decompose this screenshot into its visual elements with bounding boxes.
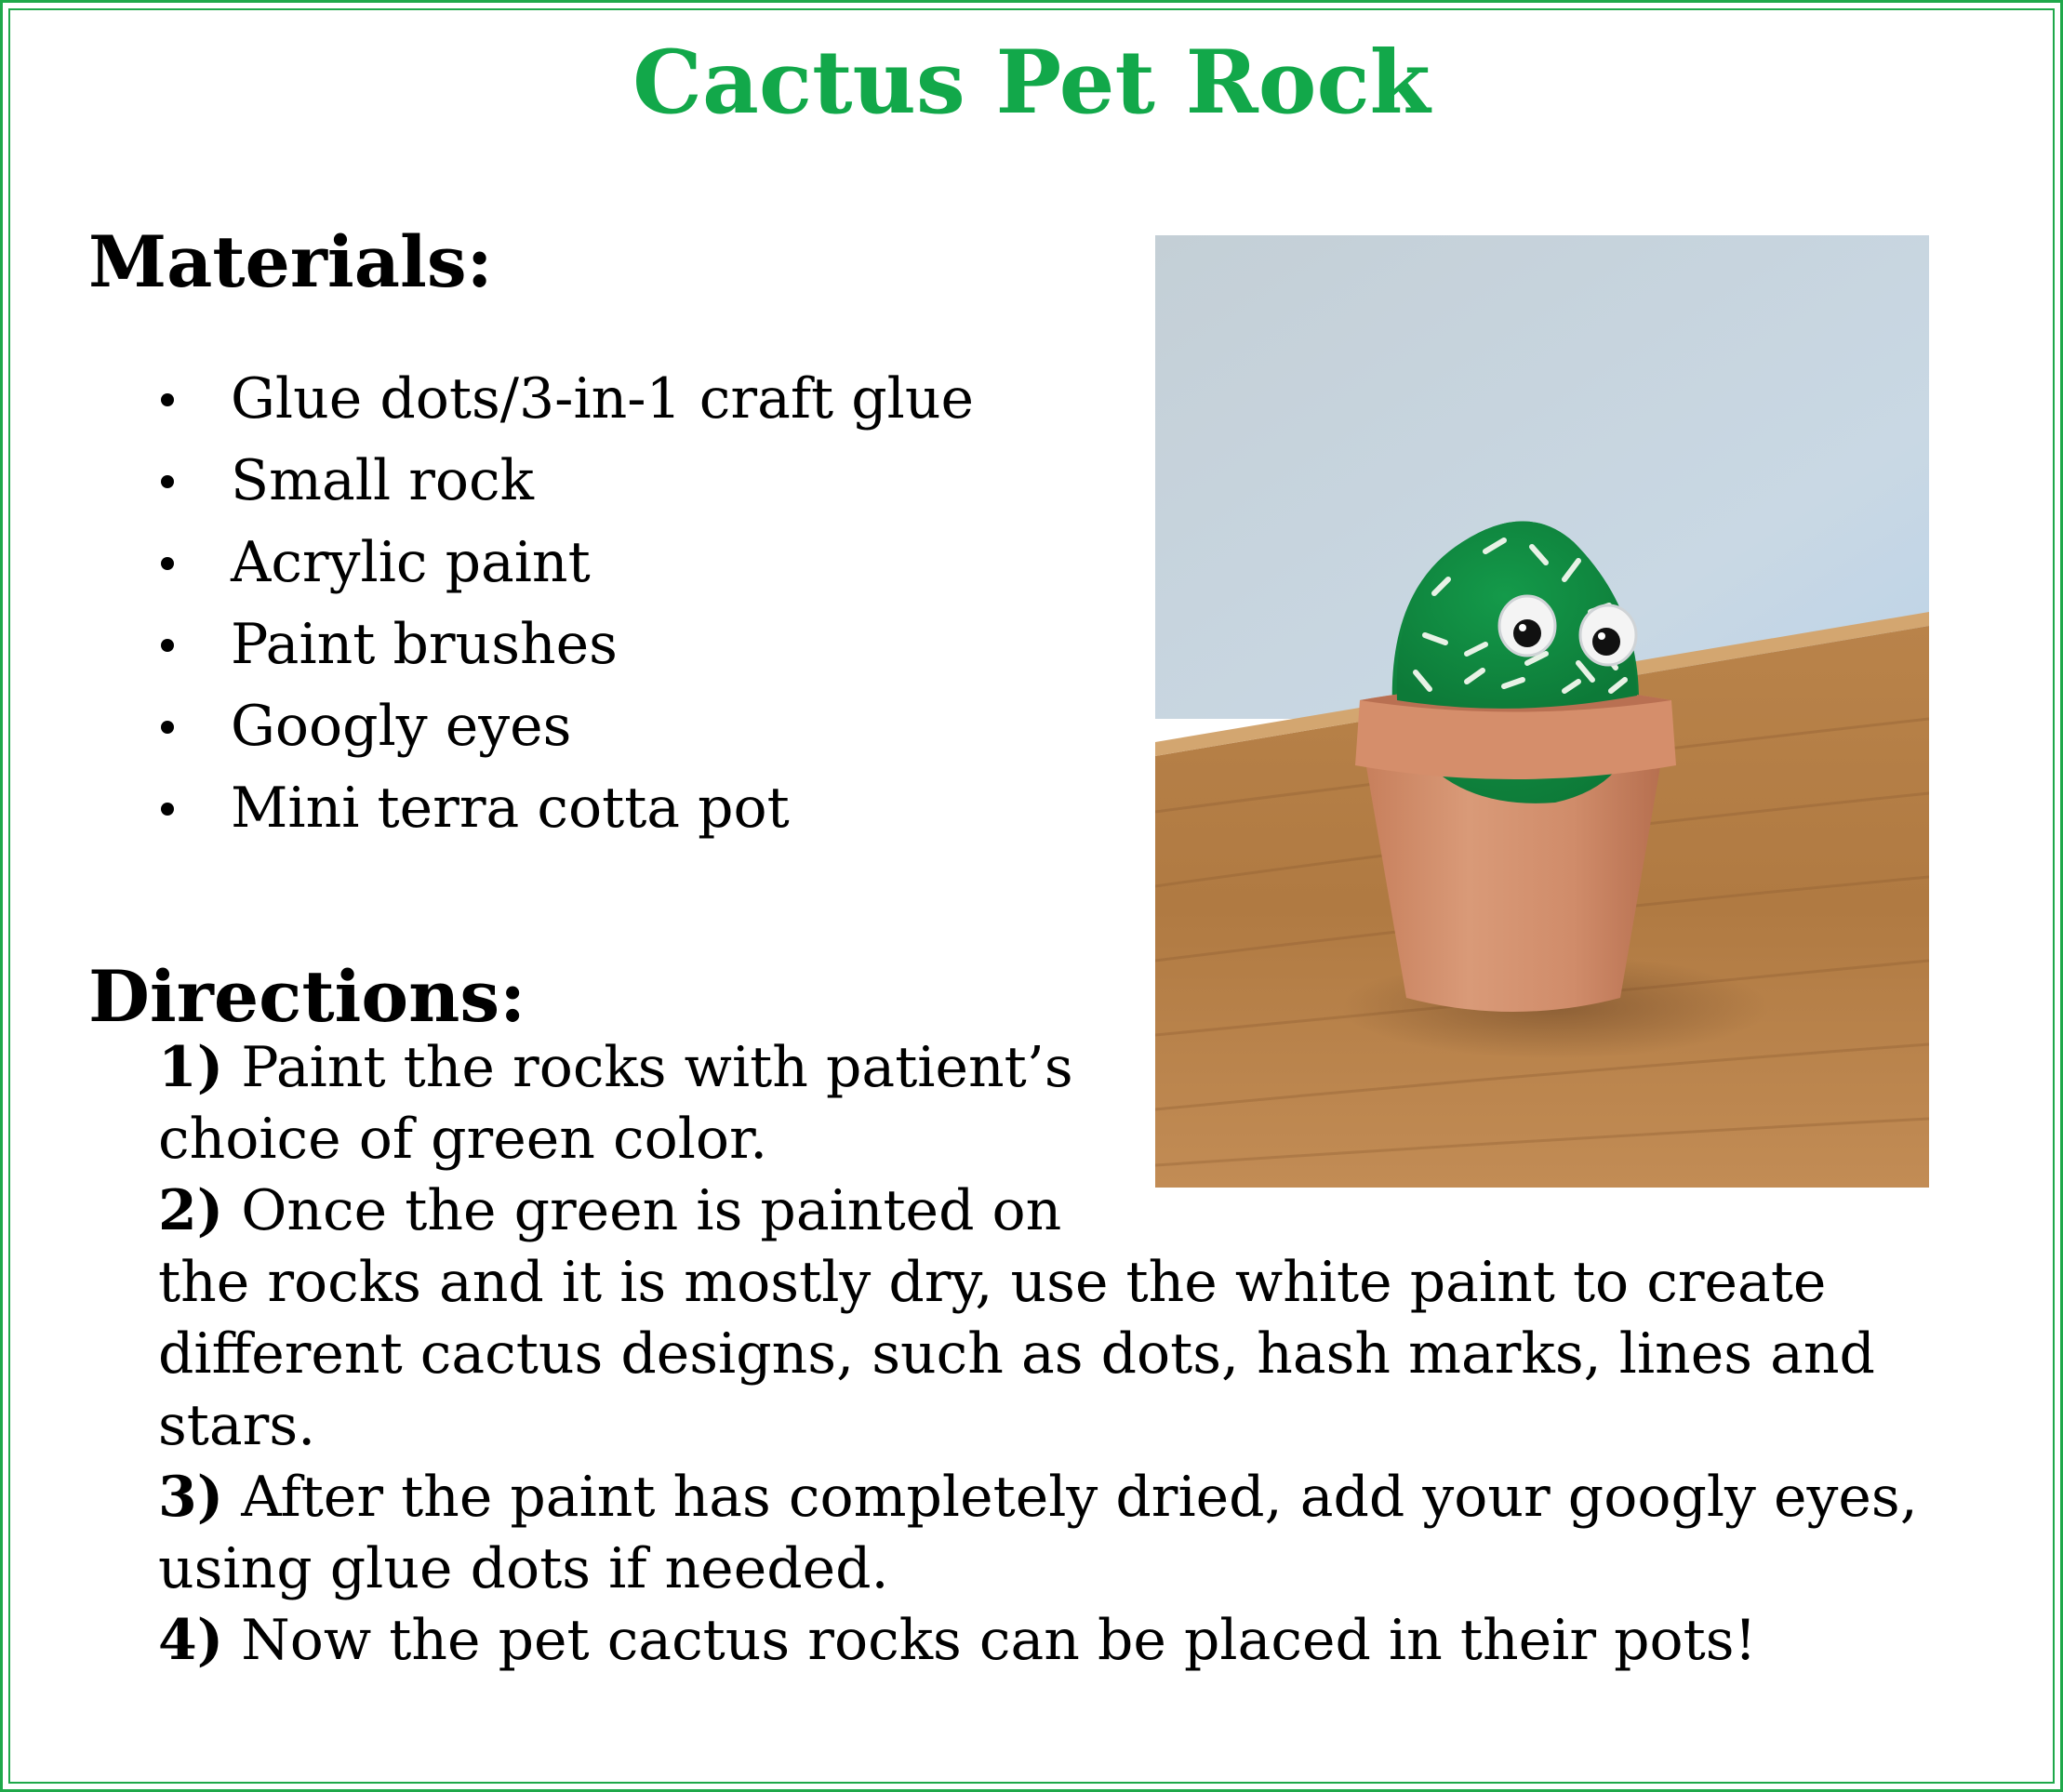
list-item bbox=[158, 522, 974, 604]
page-title: Cactus Pet Rock bbox=[632, 32, 1431, 134]
materials-heading: Materials: bbox=[88, 220, 493, 303]
material-label: Small rock bbox=[231, 448, 534, 513]
step-2-line-2: the rocks and it is mostly dry, use the white paint to create bbox=[158, 1250, 1827, 1315]
bullet-icon bbox=[161, 475, 174, 488]
step-3-line-2: using glue dots if needed. bbox=[158, 1536, 889, 1601]
bullet-icon bbox=[161, 557, 174, 570]
step-4-line-1 bbox=[158, 1605, 1897, 1677]
step-number: 1) bbox=[158, 1035, 224, 1100]
step-3-line-1 bbox=[158, 1462, 1918, 1533]
list-item bbox=[158, 685, 974, 767]
step-text: After the paint has completely dried, add your googly eyes, bbox=[223, 1465, 1918, 1530]
step-number: 4) bbox=[158, 1608, 224, 1673]
materials-list bbox=[158, 358, 974, 849]
list-item bbox=[158, 604, 974, 685]
bullet-icon bbox=[161, 721, 174, 734]
step-2-line-3: different cactus designs, such as dots, hash marks, lines and bbox=[158, 1321, 1875, 1387]
step-text: Now the pet cactus rocks can be placed in their pots! bbox=[223, 1608, 1757, 1673]
material-label: Glue dots/3-in-1 craft glue bbox=[231, 366, 974, 431]
cactus-rock-illustration bbox=[1155, 235, 1929, 1188]
list-item bbox=[158, 358, 974, 440]
bullet-icon bbox=[161, 393, 174, 406]
step-number: 2) bbox=[158, 1178, 224, 1243]
step-1-line-2: choice of green color. bbox=[158, 1107, 768, 1172]
bullet-icon bbox=[161, 803, 174, 816]
material-label: Paint brushes bbox=[231, 612, 618, 677]
step-number: 3) bbox=[158, 1465, 224, 1530]
step-text: Paint the rocks with patient’s bbox=[223, 1035, 1073, 1100]
list-item bbox=[158, 767, 974, 849]
directions-heading: Directions: bbox=[88, 955, 526, 1038]
material-label: Googly eyes bbox=[231, 694, 572, 759]
material-label: Mini terra cotta pot bbox=[231, 776, 790, 841]
material-label: Acrylic paint bbox=[231, 530, 591, 595]
step-text: Once the green is painted on bbox=[223, 1178, 1062, 1243]
bullet-icon bbox=[161, 639, 174, 652]
step-2-line-4: stars. bbox=[158, 1393, 316, 1458]
list-item bbox=[158, 440, 974, 522]
cactus-rock-photo bbox=[1155, 235, 1929, 1188]
